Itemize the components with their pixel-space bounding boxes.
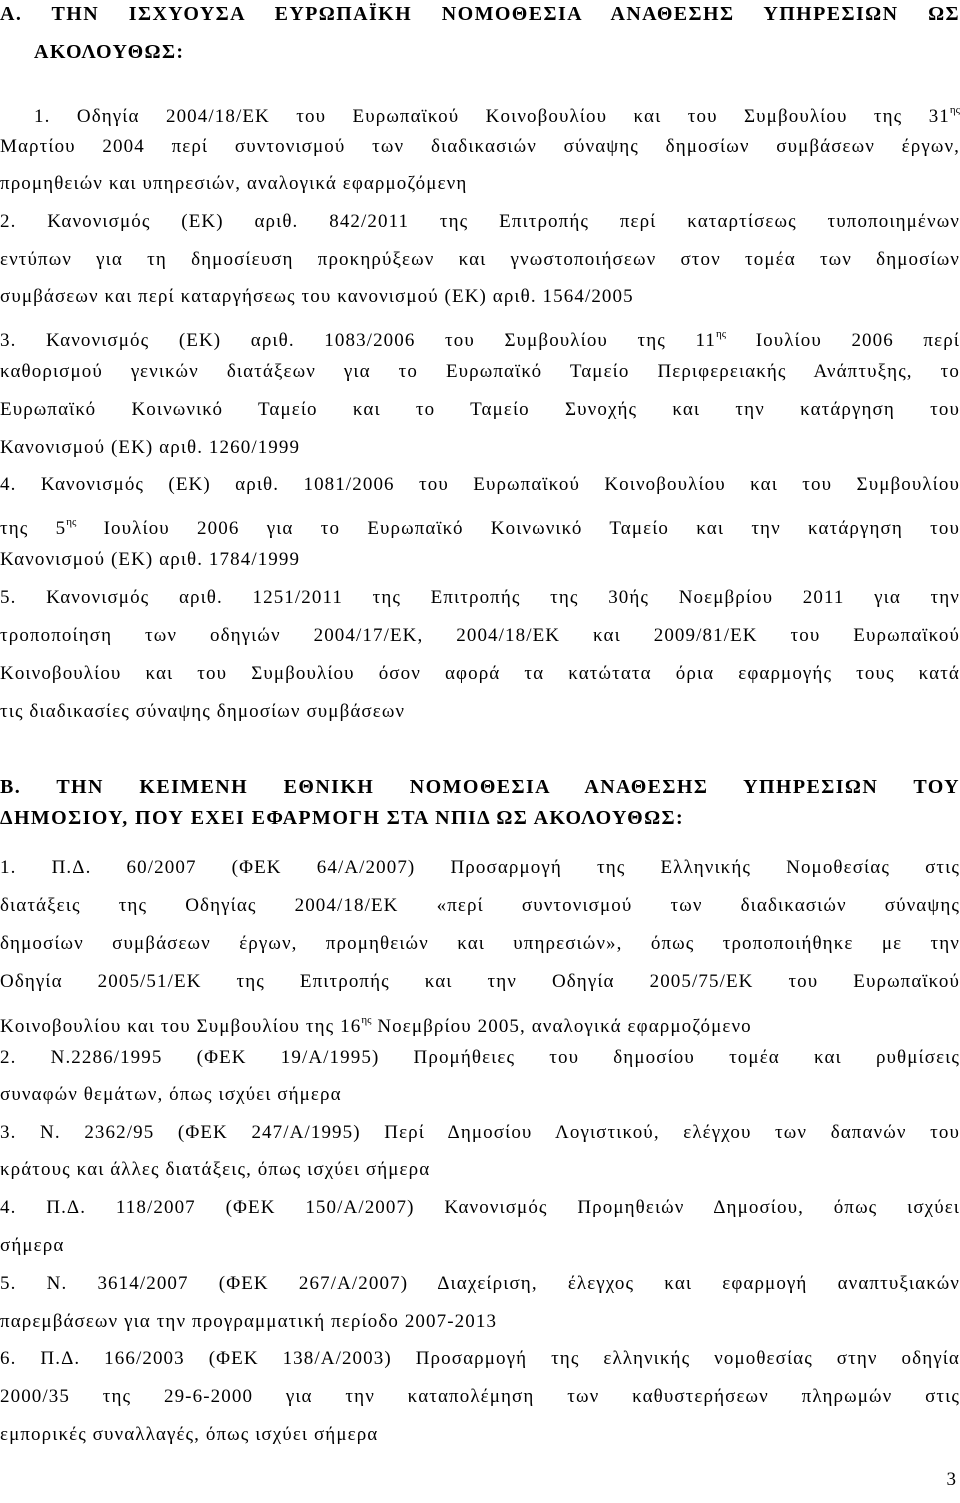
section-a-heading-continued: ΑΚΟΛΟΥΘΩΣ:: [34, 41, 185, 63]
section-b-item-1-line: δημοσίων συμβάσεων έργων, προμηθειών και υπηρεσιών», όπως τροποποιήθηκε με την: [0, 933, 960, 954]
page-number: 3: [946, 1469, 956, 1490]
section-a-item-3-line: Κανονισμού (ΕΚ) αριθ. 1260/1999: [0, 437, 301, 458]
section-b-item-1-line: Οδηγία 2005/51/ΕΚ της Επιτροπής και την Οδηγία 2005/75/ΕΚ του Ευρωπαϊκού: [0, 971, 960, 992]
section-b-item-5: 5. Ν. 3614/2007 (ΦΕΚ 267/Α/2007) Διαχείριση, έλεγχος και εφαρμογή αναπτυξιακών: [0, 1273, 960, 1294]
section-b-item-6: 6. Π.Δ. 166/2003 (ΦΕΚ 138/Α/2003) Προσαρμογή της ελληνικής νομοθεσίας στην οδηγία: [0, 1348, 960, 1369]
section-a-item-1: 1. Οδηγία 2004/18/ΕΚ του Ευρωπαϊκού Κοινοβουλίου και του Συμβουλίου της $31^{\eta\varsigma}$: [34, 104, 960, 127]
section-a-item-2-line: συμβάσεων και περί καταργήσεως του κανονισμού (ΕΚ) αριθ. 1564/2005: [0, 286, 634, 307]
section-a-item-1-line: προμηθειών και υπηρεσιών, αναλογικά εφαρμοζόμενη: [0, 173, 468, 194]
section-b-item-3-line: κράτους και άλλες διατάξεις, όπως ισχύει σήμερα: [0, 1159, 431, 1180]
section-a-item-2-line: εντύπων για τη δημοσίευση προκηρύξεων και γνωστοποιήσεων στον τομέα των δημοσίων: [0, 249, 960, 270]
section-a-heading: Α. ΤΗΝ ΙΣΧΥΟΥΣΑ ΕΥΡΩΠΑΪΚΗ ΝΟΜΟΘΕΣΙΑ ΑΝΑΘΕΣΗΣ ΥΠΗΡΕΣΙΩΝ ΩΣ: [0, 3, 960, 25]
section-a-item-5: 5. Κανονισμός αριθ. 1251/2011 της Επιτροπής της 30ής Νοεμβρίου 2011 για την: [0, 587, 960, 608]
section-b-item-2-line: συναφών θεμάτων, όπως ισχύει σήμερα: [0, 1084, 342, 1105]
section-a-item-5-line: τροποποίηση των οδηγιών 2004/17/ΕΚ, 2004/18/ΕΚ και 2009/81/ΕΚ του Ευρωπαϊκού: [0, 625, 960, 646]
section-a-item-3-line: Ευρωπαϊκό Κοινωνικό Ταμείο και το Ταμείο Συνοχής και την κατάργηση του: [0, 399, 960, 420]
section-a-item-1-line: Μαρτίου 2004 περί συντονισμού των διαδικασιών σύναψης δημοσίων συμβάσεων έργων,: [0, 136, 960, 157]
section-a-item-5-line: τις διαδικασίες σύναψης δημοσίων συμβάσεων: [0, 701, 406, 722]
section-a-item-3-line: καθορισμού γενικών διατάξεων για το Ευρωπαϊκό Ταμείο Περιφερειακής Ανάπτυξης, το: [0, 361, 960, 382]
section-b-heading-continued: ΔΗΜΟΣΙΟΥ, ΠΟΥ ΕΧΕΙ ΕΦΑΡΜΟΓΗ ΣΤΑ ΝΠΙΔ ΩΣ ΑΚΟΛΟΥΘΩΣ:: [0, 807, 685, 829]
section-b-item-1: 1. Π.Δ. 60/2007 (ΦΕΚ 64/Α/2007) Προσαρμογή της Ελληνικής Νομοθεσίας στις: [0, 857, 960, 878]
section-b-item-3: 3. Ν. 2362/95 (ΦΕΚ 247/Α/1995) Περί Δημοσίου Λογιστικού, ελέγχου των δαπανών του: [0, 1122, 960, 1143]
section-b-item-4-line: σήμερα: [0, 1235, 65, 1256]
section-a-item-4-line: Κανονισμού (ΕΚ) αριθ. 1784/1999: [0, 549, 301, 570]
section-b-item-1-line: Κοινοβουλίου και του Συμβουλίου της $16^{\eta\varsigma}$ Νοεμβρίου 2005, αναλογικά εφαρμοζόμενο: [0, 1014, 752, 1037]
section-a-item-3: 3. Κανονισμός (ΕΚ) αριθ. 1083/2006 του Συμβουλίου της $11^{\eta\varsigma}$ Ιουλίου 2006 περί: [0, 328, 960, 351]
section-a-item-5-line: Κοινοβουλίου και του Συμβουλίου όσον αφορά τα κατώτατα όρια εφαρμογής τους κατά: [0, 663, 960, 684]
section-b-item-6-line: εμπορικές συναλλαγές, όπως ισχύει σήμερα: [0, 1424, 379, 1445]
section-b-item-4: 4. Π.Δ. 118/2007 (ΦΕΚ 150/Α/2007) Κανονισμός Προμηθειών Δημοσίου, όπως ισχύει: [0, 1197, 960, 1218]
section-b-item-1-line: διατάξεις της Οδηγίας 2004/18/ΕΚ «περί συντονισμού των διαδικασιών σύναψης: [0, 895, 960, 916]
section-a-item-4: 4. Κανονισμός (ΕΚ) αριθ. 1081/2006 του Ευρωπαϊκού Κοινοβουλίου και του Συμβουλίου: [0, 474, 960, 495]
section-a-item-2: 2. Κανονισμός (ΕΚ) αριθ. 842/2011 της Επιτροπής περί καταρτίσεως τυποποιημένων: [0, 211, 960, 232]
section-b-item-6-line: 2000/35 της 29-6-2000 για την καταπολέμηση των καθυστερήσεων πληρωμών στις: [0, 1386, 960, 1407]
section-b-heading: Β. ΤΗΝ ΚΕΙΜΕΝΗ ΕΘΝΙΚΗ ΝΟΜΟΘΕΣΙΑ ΑΝΑΘΕΣΗΣ ΥΠΗΡΕΣΙΩΝ ΤΟΥ: [0, 776, 960, 798]
section-a-item-4-line: της $5^{\eta\varsigma}$ Ιουλίου 2006 για το Ευρωπαϊκό Κοινωνικό Ταμείο και την κατάργηση του: [0, 516, 960, 539]
section-b-item-2: 2. Ν.2286/1995 (ΦΕΚ 19/Α/1995) Προμήθειες του δημοσίου τομέα και ρυθμίσεις: [0, 1047, 960, 1068]
section-b-item-5-line: παρεμβάσεων για την προγραμματική περίοδο 2007-2013: [0, 1311, 498, 1332]
